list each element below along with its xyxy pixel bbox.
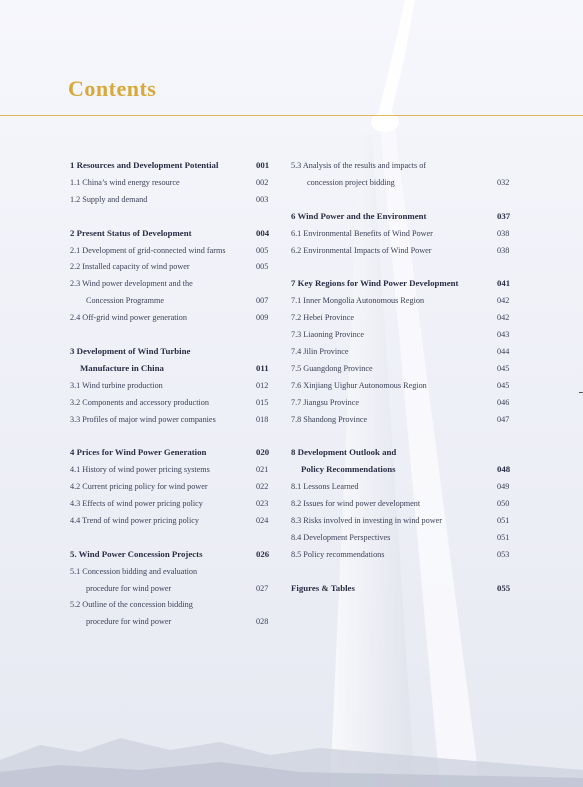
toc-entry-title: 4.1 History of wind power pricing systems — [70, 465, 210, 475]
toc-entry-title: 7.7 Jiangsu Province — [291, 397, 359, 407]
toc-entry-title: procedure for wind power — [86, 583, 172, 593]
title-divider — [0, 115, 583, 116]
toc-entry-title: Manufacture in China — [80, 362, 164, 373]
toc-entry-page-number: 044 — [497, 346, 510, 356]
toc-entry-page-number: 009 — [256, 313, 269, 323]
toc-entry-page-number: 032 — [497, 177, 510, 187]
toc-entry-page-number: 051 — [497, 532, 510, 542]
toc-entry-title: 7.5 Guangdong Province — [291, 363, 373, 373]
toc-entry-page-number: 038 — [497, 228, 510, 238]
toc-entry-page-number: 038 — [497, 245, 510, 255]
toc-entry-page-number: 027 — [256, 583, 269, 593]
toc-entry-page-number: 045 — [497, 380, 510, 390]
toc-entry-title: 8.2 Issues for wind power development — [291, 499, 421, 508]
toc-entry-page-number: 011 — [256, 362, 269, 373]
toc-entry-title: 3 Development of Wind Turbine — [70, 345, 191, 356]
toc-entry-title: 4.4 Trend of wind power pricing policy — [70, 515, 199, 525]
toc-entry-page-number: 022 — [256, 482, 269, 492]
toc-entry-title: 5.2 Outline of the concession bidding — [70, 600, 193, 610]
toc-entry-title: 7.4 Jilin Province — [291, 346, 349, 356]
toc-entry-page-number: 047 — [497, 414, 510, 424]
toc-entry-page-number: 007 — [256, 296, 269, 306]
toc-entry-title: 6.2 Environmental Impacts of Wind Power — [291, 245, 432, 255]
toc-entry-title: 2.3 Wind power development and the — [70, 279, 193, 289]
toc-entry-title: 6.1 Environmental Benefits of Wind Power — [291, 228, 433, 238]
toc-entry-title: 1 Resources and Development Potential — [70, 160, 219, 170]
toc-entry-page-number: 001 — [256, 160, 270, 170]
toc-entry-title: concession project bidding — [307, 177, 395, 187]
toc-entry-title: 1.1 China’s wind energy resource — [70, 177, 180, 187]
edge-mark — [579, 392, 583, 393]
toc-entry-title: 6 Wind Power and the Environment — [291, 210, 427, 221]
toc-entry-page-number: 046 — [497, 397, 510, 407]
toc-entry-page-number: 042 — [497, 313, 510, 323]
toc-entry-page-number: 051 — [497, 515, 510, 525]
toc-entry-title: 8.4 Development Perspectives — [291, 532, 391, 542]
toc-entry-page-number: 050 — [497, 499, 510, 508]
toc-entry-page-number: 004 — [256, 227, 270, 238]
toc-entry-title: 7.1 Inner Mongolia Autonomous Region — [291, 296, 425, 306]
toc-entry-page-number: 005 — [256, 262, 269, 272]
toc-entry-title: 7.2 Hebei Province — [291, 313, 354, 323]
toc-entry-title: 2.1 Development of grid-connected wind farms — [70, 245, 226, 255]
toc-entry-title: 7.3 Liaoning Province — [291, 330, 364, 339]
toc-entry-page-number: 028 — [256, 617, 269, 627]
toc-entry-page-number: 045 — [497, 363, 510, 373]
toc-entry-title: 4 Prices for Wind Power Generation — [70, 447, 207, 458]
toc-entry-title: 7 Key Regions for Wind Power Development — [291, 278, 459, 289]
toc-entry-page-number: 015 — [256, 397, 269, 407]
toc-entry-page-number: 012 — [256, 380, 269, 390]
toc-entry-title: 5.3 Analysis of the results and impacts of — [291, 161, 427, 170]
page-title: Contents — [68, 76, 157, 101]
toc-entry-page-number: 018 — [256, 414, 269, 424]
toc-entry-title: Figures & Tables — [291, 582, 355, 593]
toc-entry-title: 4.2 Current pricing policy for wind power — [70, 482, 208, 492]
toc-entry-title: 5. Wind Power Concession Projects — [70, 548, 203, 559]
toc-entry-title: 2.2 Installed capacity of wind power — [70, 262, 190, 272]
toc-entry-title: procedure for wind power — [86, 617, 172, 627]
toc-entry-page-number: 053 — [497, 549, 510, 559]
toc-entry-page-number: 023 — [256, 499, 269, 508]
toc-entry-page-number: 055 — [497, 582, 511, 593]
toc-entry-title: 8.3 Risks involved in investing in wind power — [291, 515, 443, 525]
toc-entry-page-number: 037 — [497, 210, 511, 221]
toc-entry-title: Concession Programme — [86, 296, 164, 306]
toc-entry-page-number: 049 — [497, 482, 510, 492]
toc-entry-title: 3.3 Profiles of major wind power companies — [70, 414, 216, 424]
toc-entry-title: 1.2 Supply and demand — [70, 194, 148, 204]
toc-entry-page-number: 042 — [497, 296, 510, 306]
toc-entry-title: 3.1 Wind turbine production — [70, 380, 163, 390]
toc-entry-title: 8.5 Policy recommendations — [291, 549, 385, 559]
toc-entry-page-number: 043 — [497, 330, 510, 339]
toc-entry-page-number: 003 — [256, 194, 269, 204]
toc-entry-page-number: 048 — [497, 464, 511, 475]
toc-entry-page-number: 024 — [256, 515, 269, 525]
toc-entry-page-number: 041 — [497, 278, 511, 289]
toc-entry-title: 4.3 Effects of wind power pricing policy — [70, 499, 203, 508]
toc-entry-title: Policy Recommendations — [301, 464, 396, 475]
toc-entry-title: 5.1 Concession bidding and evaluation — [70, 566, 198, 576]
toc-entry-page-number: 021 — [256, 465, 269, 475]
toc-entry-page-number: 020 — [256, 447, 270, 458]
toc-entry-title: 3.2 Components and accessory production — [70, 397, 209, 407]
toc-entry-title: 7.8 Shandong Province — [291, 414, 368, 424]
toc-entry-title: 2 Present Status of Development — [70, 227, 192, 238]
toc-entry-title: 8 Development Outlook and — [291, 447, 397, 458]
toc-entry-page-number: 005 — [256, 245, 269, 255]
toc-entry-page-number: 002 — [256, 177, 269, 187]
toc-entry-page-number: 026 — [256, 548, 270, 559]
toc-entry-title: 7.6 Xinjiang Uighur Autonomous Region — [291, 380, 427, 390]
toc-entry-title: 2.4 Off-grid wind power generation — [70, 313, 187, 323]
toc-entry-title: 8.1 Lessons Learned — [291, 482, 359, 492]
